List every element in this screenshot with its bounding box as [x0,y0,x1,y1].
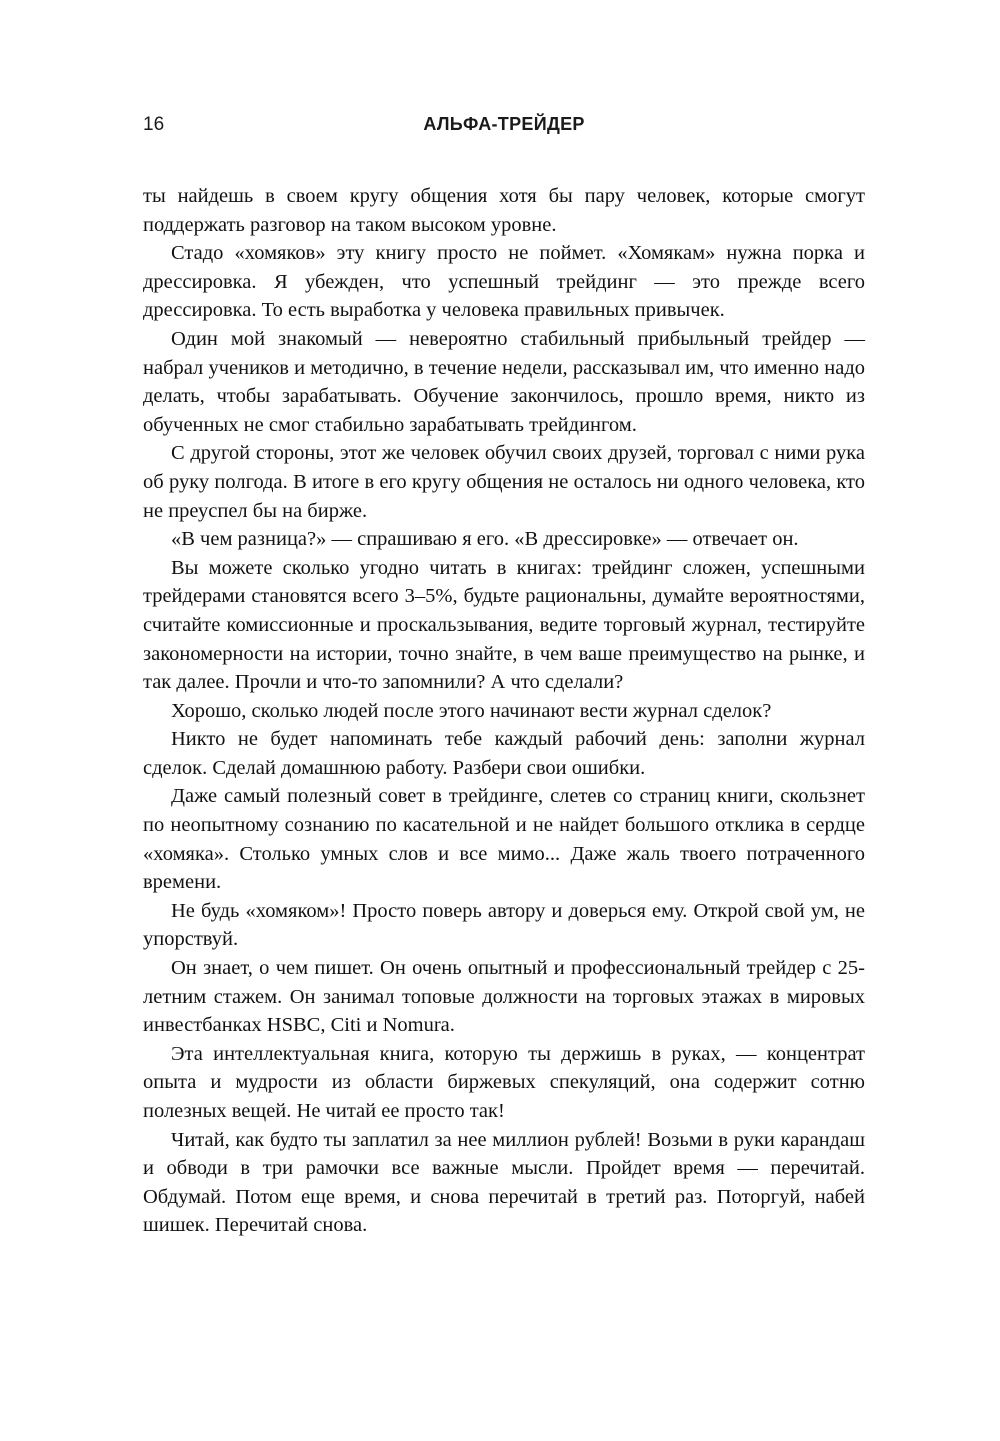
paragraph: Стадо «хомяков» эту книгу просто не поймет. «Хомякам» нужна порка и дрессировка. Я убежден, что успешный трейдинг — это прежде всего дрессировка. То есть выработка у человека правильных привычек. [143,242,865,322]
paragraph: Хорошо, сколько людей после этого начинают вести журнал сделок? [171,699,772,722]
paragraph: Даже самый полезный совет в трейдинге, слетев со страниц книги, скользнет по неопытному сознанию по касательной и не найдет большого отклика в сердце «хомяка». Столько умных слов и все мимо... Даже жаль твоего потраченного времени. [143,785,865,894]
running-title: АЛЬФА-ТРЕЙДЕР [423,114,585,134]
paragraph: Он знает, о чем пишет. Он очень опытный и профессиональный трейдер с 25-летним стажем. Он занимал топовые должности на торговых этажах в мировых инвестбанках HSBC, Citi и Nomura. [143,957,865,1037]
paragraph: Никто не будет напоминать тебе каждый рабочий день: заполни журнал сделок. Сделай домашнюю работу. Разбери свои ошибки. [143,728,865,779]
paragraph: Вы можете сколько угодно читать в книгах: трейдинг сложен, успешными трейдерами становятся всего 3–5%, будьте рациональны, думайте вероятностями, считайте комиссионные и проскальзывания, ведите торговый журнал, тестируйте закономерности на истории, точно знайте, в чем ваше преимущество на рынке, и так далее. Прочли и что-то запомнили? А что сделали? [143,556,865,694]
running-head [143,114,865,138]
paragraph: Эта интеллектуальная книга, которую ты держишь в руках, — концентрат опыта и мудрости из области биржевых спекуляций, она содержит сотню полезных вещей. Не читай ее просто так! [143,1042,865,1122]
paragraph: Один мой знакомый — невероятно стабильный прибыльный трейдер — набрал учеников и методично, в течение недели, рассказывал им, что именно надо делать, чтобы зарабатывать. Обучение закончилось, прошло время, никто из обученных не смог стабильно зарабатывать трейдингом. [143,327,865,436]
body-text [143,182,865,1240]
paragraph: «В чем разница?» — спрашиваю я его. «В дрессировке» — отвечает он. [171,528,799,551]
paragraph: ты найдешь в своем кругу общения хотя бы пару человек, которые смогут поддержать разговор на таком высоком уровне. [143,185,865,236]
paragraph: Читай, как будто ты заплатил за нее миллион рублей! Возьми в руки карандаш и обводи в три рамочки все важные мысли. Пройдет время — перечитай. Обдумай. Потом еще время, и снова перечитай в третий раз. Поторгуй, набей шишек. Перечитай снова. [143,1128,865,1237]
page-number: 16 [143,114,165,135]
paragraph: С другой стороны, этот же человек обучил своих друзей, торговал с ними рука об руку полгода. В итоге в его кругу общения не осталось ни одного человека, кто не преуспел бы на бирже. [143,442,865,522]
paragraph: Не будь «хомяком»! Просто поверь автору и доверься ему. Открой свой ум, не упорствуй. [143,899,865,951]
